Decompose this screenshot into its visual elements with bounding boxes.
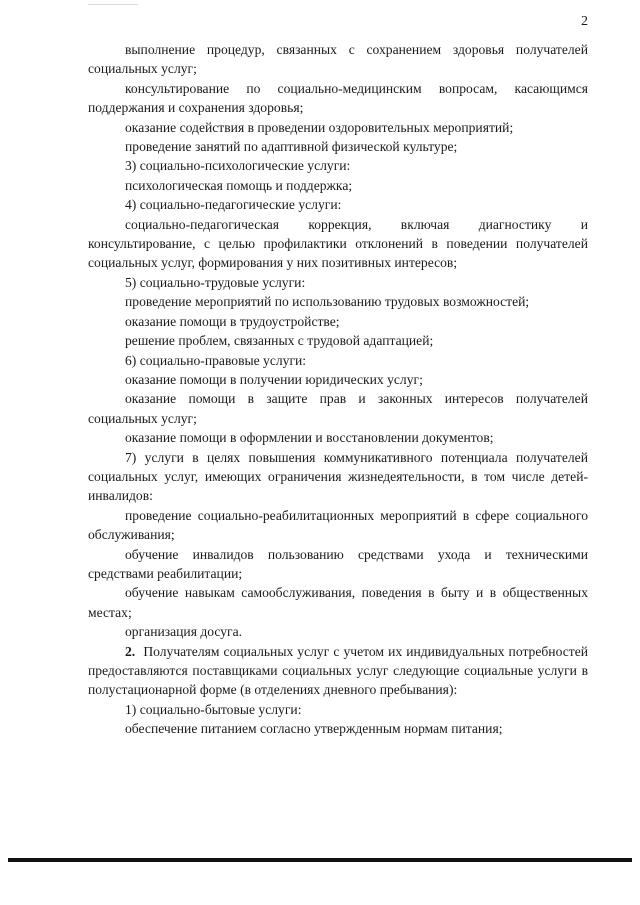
paragraph: выполнение процедур, связанных с сохранением здоровья получателей социальных услуг; bbox=[88, 42, 588, 77]
paragraph: 6) социально-правовые услуги: bbox=[125, 352, 307, 368]
paragraph: оказание помощи в трудоустройстве; bbox=[125, 313, 340, 329]
bottom-rule bbox=[8, 858, 632, 862]
paragraph: 5) социально-трудовые услуги: bbox=[125, 274, 306, 290]
paragraph: проведение социально-реабилитационных мероприятий в сфере социального обслуживания; bbox=[88, 507, 588, 543]
paragraph: 3) социально-психологические услуги: bbox=[125, 158, 351, 174]
document-body bbox=[88, 40, 588, 739]
paragraph: 1) социально-бытовые услуги: bbox=[125, 701, 302, 717]
paragraph: обучение инвалидов пользованию средствами ухода и техническими средствами реабилитации; bbox=[88, 546, 588, 581]
paragraph: проведение мероприятий по использованию трудовых возможностей; bbox=[125, 294, 530, 310]
paragraph: 7) услуги в целях повышения коммуникативного потенциала получателей социальных услуг, имеющих ограничения жизнедеятельности, в том числе детей-инвалидов: bbox=[88, 449, 588, 504]
paragraph: оказание содействия в проведении оздоровительных мероприятий; bbox=[125, 119, 514, 135]
paragraph: проведение занятий по адаптивной физической культуре; bbox=[125, 139, 458, 155]
scan-artifact bbox=[88, 4, 138, 5]
page-number: 2 bbox=[581, 14, 588, 29]
paragraph: консультирование по социально-медицинским вопросам, касающимся поддержания и сохранения здоровья; bbox=[88, 80, 588, 116]
section-text: Получателям социальных услуг с учетом их индивидуальных потребностей предоставляются поставщиками социальных услуг следующие социальные услуги в полустационарной форме (в отделениях дневного пребывания): bbox=[88, 643, 588, 698]
paragraph: социально-педагогическая коррекция, включая диагностику и консультирование, с целью профилактики отклонений в поведении получателей социальных услуг, формирования у них позитивных интересов; bbox=[88, 216, 588, 271]
paragraph: оказание помощи в оформлении и восстановлении документов; bbox=[125, 430, 494, 446]
paragraph: обучение навыкам самообслуживания, поведения в быту и в общественных местах; bbox=[88, 585, 588, 620]
paragraph: обеспечение питанием согласно утвержденным нормам питания; bbox=[125, 721, 503, 737]
paragraph: 4) социально-педагогические услуги: bbox=[125, 197, 342, 213]
paragraph: оказание помощи в получении юридических услуг; bbox=[125, 371, 423, 387]
paragraph: оказание помощи в защите прав и законных интересов получателей социальных услуг; bbox=[88, 391, 588, 426]
paragraph: психологическая помощь и поддержка; bbox=[125, 177, 353, 193]
paragraph: решение проблем, связанных с трудовой адаптацией; bbox=[125, 333, 434, 349]
section-2-paragraph bbox=[88, 642, 588, 700]
section-number: 2. bbox=[125, 643, 136, 659]
paragraph: организация досуга. bbox=[125, 624, 243, 640]
